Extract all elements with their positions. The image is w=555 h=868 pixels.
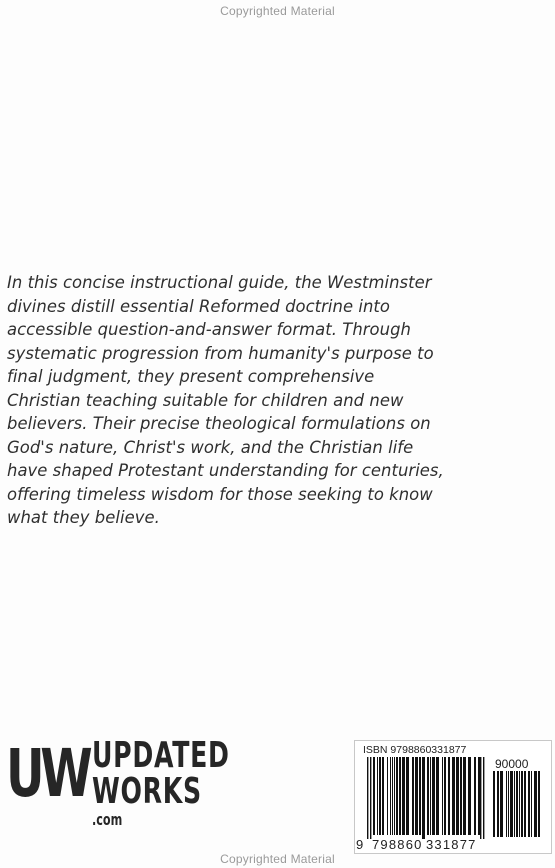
- barcode-bar: [483, 757, 484, 839]
- barcode-bar: [394, 757, 395, 835]
- barcode-bar: [390, 757, 391, 835]
- barcode-bar: [436, 757, 439, 835]
- barcode-bar: [382, 757, 384, 835]
- barcode-bar: [392, 757, 393, 835]
- publisher-wordmark: [92, 735, 230, 829]
- description-line: final judgment, they present comprehensive: [7, 367, 375, 386]
- publisher-logo: [6, 735, 230, 829]
- description-line: divines distill essential Reformed doctrine into: [7, 296, 390, 316]
- barcode-bar: [367, 757, 368, 839]
- description-line: systematic progression from humanity's purpose to: [7, 343, 434, 363]
- barcode-bar: [516, 771, 518, 837]
- isbn-label: ISBN 9798860331877: [363, 744, 467, 756]
- description-line: accessible question-and-answer format. Through: [7, 320, 411, 339]
- barcode-bar: [506, 771, 507, 837]
- description-line: have shaped Protestant understanding for centuries,: [7, 461, 444, 480]
- barcode-bar: [514, 771, 515, 837]
- barcode-digit-first: 9: [356, 837, 364, 852]
- barcode-bar: [379, 757, 381, 835]
- barcode-bar: [412, 757, 414, 835]
- barcode-bar: [373, 757, 375, 835]
- barcode-bar: [528, 771, 530, 837]
- description-line: offering timeless wisdom for those seeking to know: [7, 484, 433, 504]
- description-line: In this concise instructional guide, the Westminster: [7, 273, 432, 292]
- barcode-bar: [463, 757, 466, 835]
- barcode-bar: [422, 757, 425, 839]
- barcode-bar: [396, 757, 398, 835]
- publisher-domain-suffix: .com: [92, 810, 123, 829]
- barcode-digit-group-1: 798860: [372, 837, 423, 852]
- barcode-bar: [534, 771, 537, 837]
- isbn-barcode: [354, 740, 552, 854]
- barcode-bar: [432, 757, 435, 835]
- barcode-bar: [493, 771, 495, 837]
- publisher-monogram: UW: [6, 735, 89, 812]
- publisher-name-line1: UPDATED: [92, 735, 230, 776]
- barcode-bar: [377, 757, 378, 835]
- barcode-bar: [419, 757, 421, 835]
- barcode-bar: [427, 757, 429, 835]
- copyright-watermark-bottom: Copyrighted Material: [220, 852, 335, 866]
- barcode-bar: [538, 771, 540, 837]
- description-line: what they believe.: [7, 508, 160, 527]
- description-line: believers. Their precise theological formulations on: [7, 414, 431, 433]
- barcode-bar: [448, 757, 450, 835]
- publisher-name-line2: WORKS: [92, 771, 202, 812]
- barcode-bar: [406, 757, 409, 835]
- description-line: God's nature, Christ's work, and the Christian life: [7, 437, 414, 457]
- barcode-bar: [531, 771, 532, 837]
- barcode-bar: [456, 757, 459, 835]
- barcode-bar: [399, 757, 401, 835]
- barcode-bar: [519, 771, 520, 837]
- barcode-bar: [521, 771, 523, 837]
- barcode-bar: [508, 771, 509, 837]
- price-code: 90000: [495, 757, 529, 771]
- barcode-bar: [387, 757, 388, 835]
- copyright-watermark-top: Copyrighted Material: [220, 4, 335, 18]
- book-description: [7, 271, 547, 530]
- barcode-bar: [474, 757, 476, 835]
- barcode-bar: [444, 757, 446, 835]
- barcode-bar: [442, 757, 443, 835]
- barcode-bar: [370, 757, 371, 839]
- barcode-bar: [430, 757, 431, 835]
- barcode-bar: [452, 757, 455, 835]
- barcode-bar: [524, 771, 526, 837]
- barcode-bar: [480, 757, 481, 839]
- barcode-digit-group-2: 331877: [426, 837, 477, 852]
- barcode-bar: [510, 771, 513, 837]
- barcode-bar: [497, 771, 499, 837]
- barcode-bar: [415, 757, 418, 835]
- barcode-bar: [460, 757, 462, 835]
- description-line: Christian teaching suitable for children and new: [7, 390, 404, 410]
- barcode-bar: [402, 757, 405, 835]
- barcode-bar: [468, 757, 471, 835]
- barcode-bar: [500, 771, 503, 837]
